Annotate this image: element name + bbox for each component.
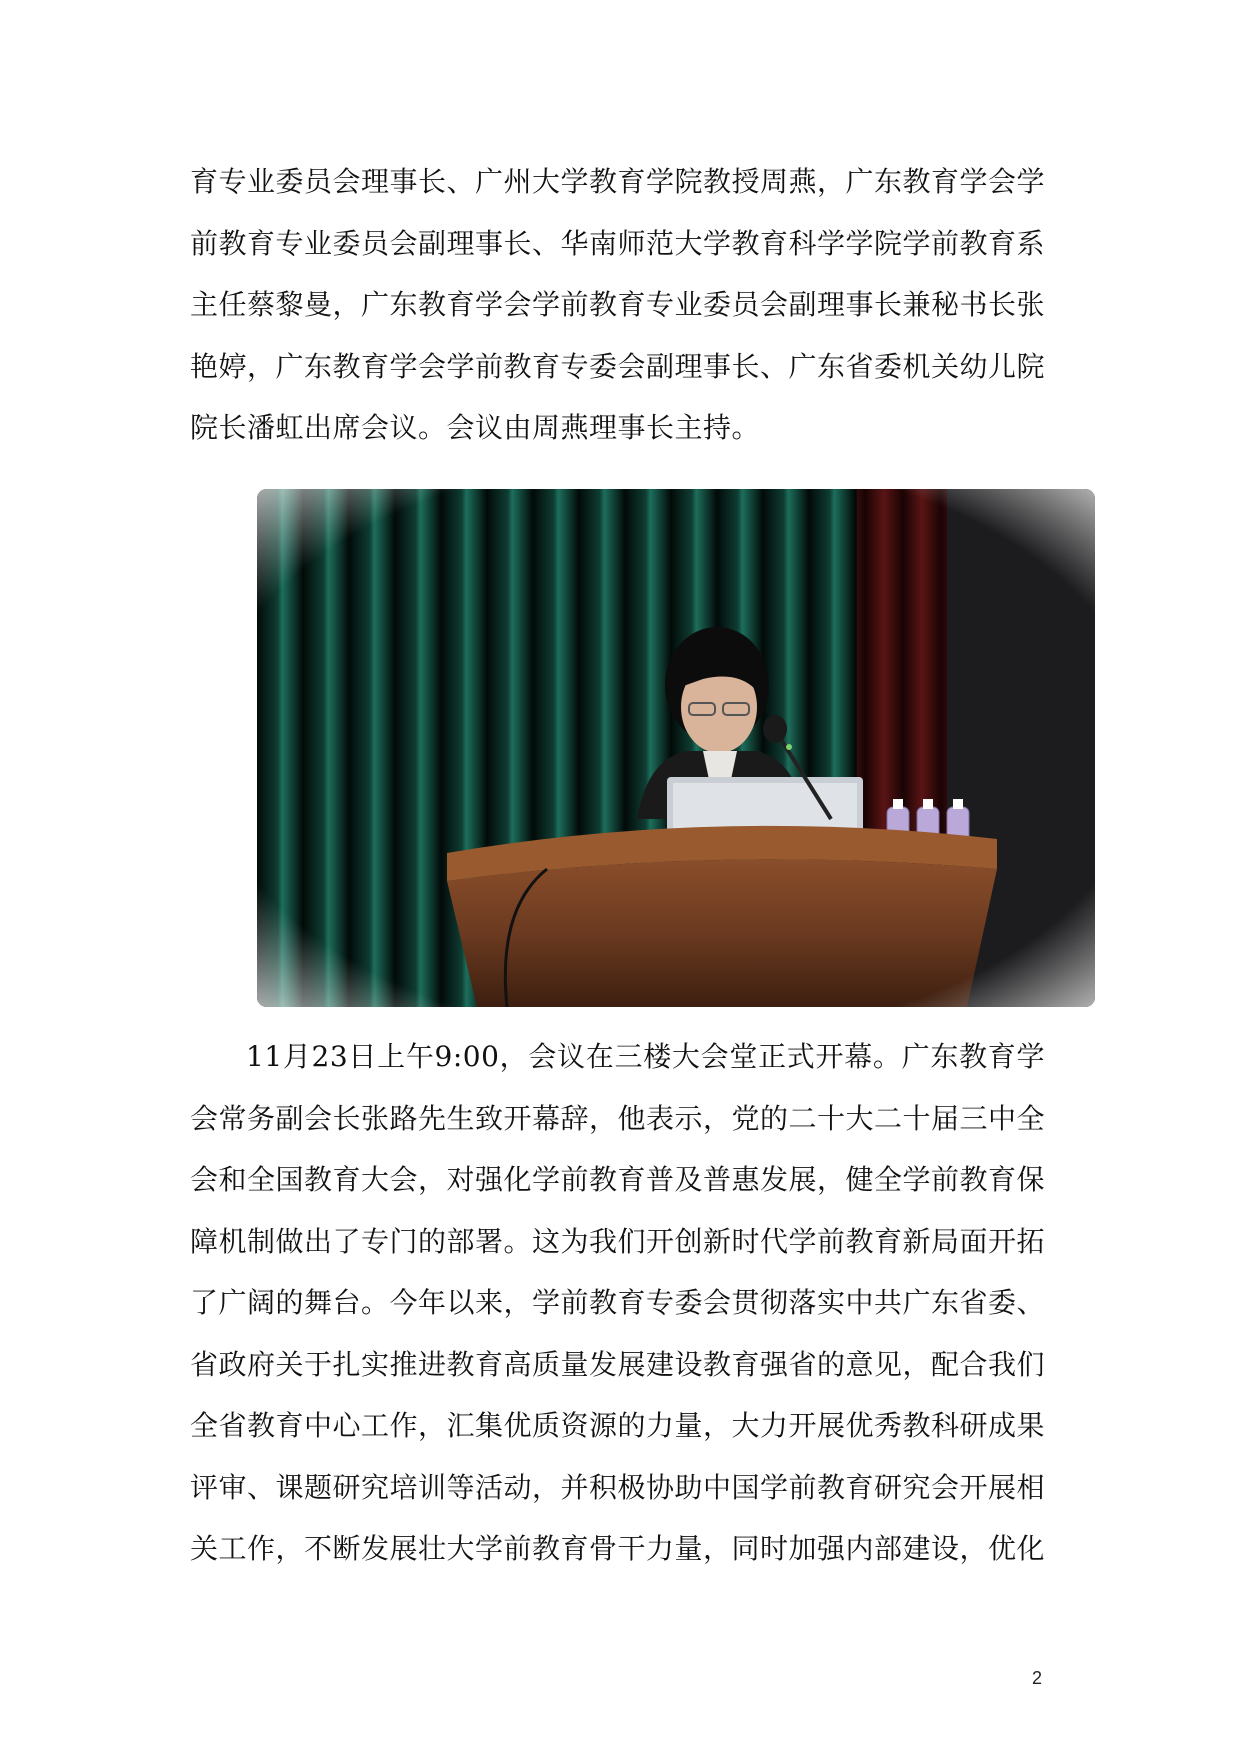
page-number: 2 (1032, 1668, 1043, 1688)
paragraph-opening-ceremony: 11月23日上午9:00，会议在三楼大会堂正式开幕。广东教育学会常务副会长张路先生致开幕辞，他表示，党的二十大二十届三中全会和全国教育大会，对强化学前教育普及普惠发展，健全学前教育保障机制做出了专门的部署。这为我们开创新时代学前教育新局面开拓了广阔的舞台。今年以来，学前教育专委会贯彻落实中共广东省委、省政府关于扎实推进教育高质量发展建设教育强省的意见，配合我们全省教育中心工作，汇集优质资源的力量，大力开展优秀教科研成果评审、课题研究培训等活动，并积极协助中国学前教育研究会开展相关工作，不断发展壮大学前教育骨干力量，同时加强内部建设，优化 (190, 1040, 1046, 1565)
speaker-photo (257, 489, 1095, 1007)
paragraph-attendees: 育专业委员会理事长、广州大学教育学院教授周燕，广东教育学会学前教育专业委员会副理事长、华南师范大学教育科学学院学前教育系主任蔡黎曼，广东教育学会学前教育专业委员会副理事长兼秘书长张艳婷，广东教育学会学前教育专委会副理事长、广东省委机关幼儿院院长潘虹出席会议。会议由周燕理事长主持。 (190, 165, 1046, 444)
